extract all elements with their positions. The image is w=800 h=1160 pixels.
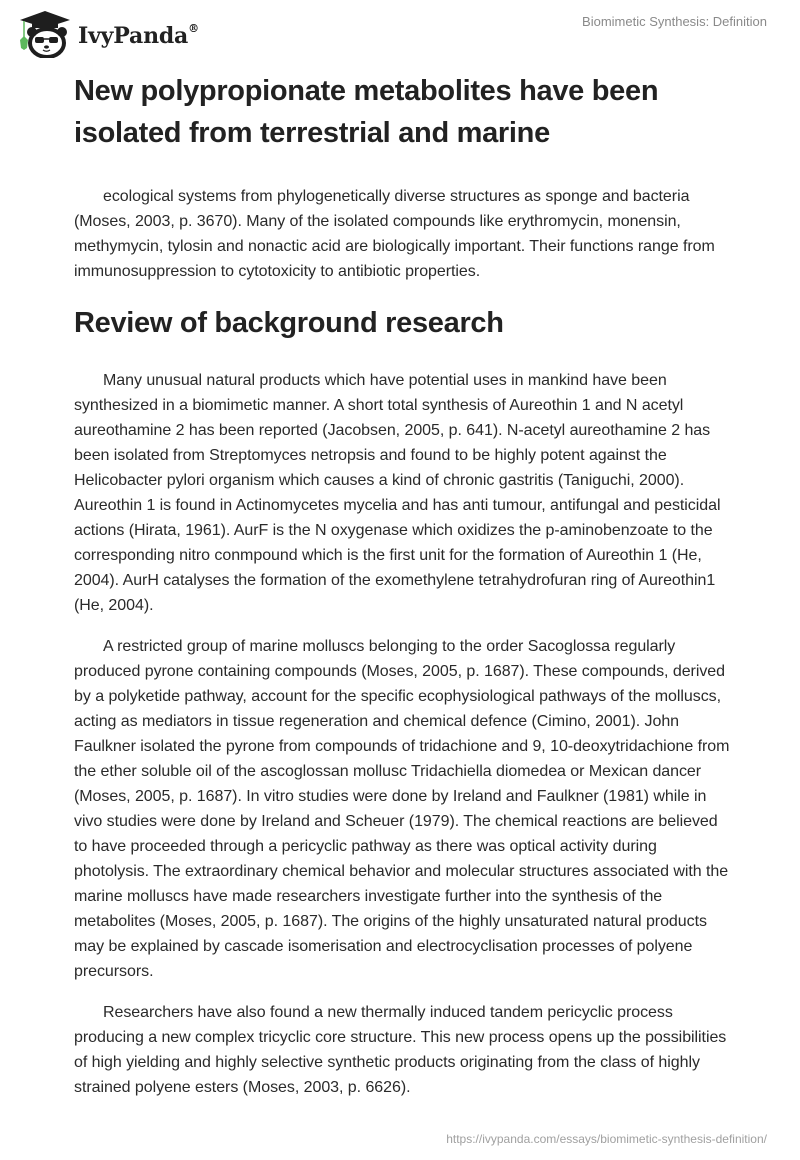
article-body — [74, 70, 734, 1100]
paragraph: Many unusual natural products which have potential uses in mankind have been synthesized in a biomimetic manner. A short total synthesis of Aureothin 1 and N acetyl aureothamine 2 has been reported (Jacobsen, 2005, p. 641). N-acetyl aureothamine 2 has been isolated from Streptomyces netropsis and found to be highly potent against the Helicobacter pylori organism which causes a kind of chronic gastritis (Taniguchi, 2000). Aureothin 1 is found in Actinomycetes mycelia and has anti tumour, antifungal and pesticidal actions (Hirata, 1961). AurF is the N oxygenase which oxidizes the p-aminobenzoate to the corresponding nitro conmpound which is the first unit for the formation of Aureothin 1 (He, 2004). AurH catalyses the formation of the exomethylene tetrahydrofuran ring of Aureothin1 (He, 2004). — [74, 372, 721, 614]
source-url[interactable]: https://ivypanda.com/essays/biomimetic-synthesis-definition/ — [446, 1132, 767, 1146]
brand-name: IvyPanda® — [78, 21, 199, 49]
page-header — [0, 0, 800, 60]
section-heading-review: Review of background research — [74, 307, 504, 339]
section-heading-metabolites: New polypropionate metabolites have been isolated from terrestrial and marine — [74, 75, 659, 149]
paragraph: ecological systems from phylogenetically diverse structures as sponge and bacteria (Moses, 2003, p. 3670). Many of the isolated compounds like erythromycin, monensin, methymycin, tylosin and nonactic acid are biologically important. Their functions range from immunosuppression to cytotoxicity to antibiotic properties. — [74, 188, 715, 280]
paragraph: A restricted group of marine molluscs belonging to the order Sacoglossa regularly produced pyrone containing compounds (Moses, 2005, p. 1687). These compounds, derived by a polyketide pathway, account for the specific ecophysiological pathways of the molluscs, acting as mediators in tissue regeneration and chemical defence (Cimino, 2001). John Faulkner isolated the pyrone from compounds of tridachione and 9, 10-deoxytridachione from the ether soluble oil of the ascoglossan mollusc Tridachiella diomedea or Mexican dancer (Moses, 2005, p. 1687). In vitro studies were done by Ireland and Faulkner (1981) while in vivo studies were done by Ireland and Scheuer (1979). The chemical reactions are believed to have proceeded through a pericyclic pathway as there was optical activity during photolysis. The extraordinary chemical behavior and molecular structures associated with the marine molluscs have made researchers investigate further into the synthesis of the metabolites (Moses, 2005, p. 1687). The origins of the highly unsaturated natural products may be explained by cascade isomerisation and electrocyclisation processes of polyene precursors. — [74, 638, 730, 980]
paragraph: Researchers have also found a new thermally induced tandem pericyclic process producing a new complex tricyclic core structure. This new process opens up the possibilities of high yielding and highly selective synthetic products originating from the class of highly strained polyene esters (Moses, 2003, p. 6626). — [74, 1004, 727, 1096]
ivypanda-logo[interactable] — [16, 8, 199, 58]
registered-mark: ® — [188, 21, 199, 35]
panda-graduate-icon — [16, 8, 74, 58]
document-title: Biomimetic Synthesis: Definition — [582, 14, 767, 29]
